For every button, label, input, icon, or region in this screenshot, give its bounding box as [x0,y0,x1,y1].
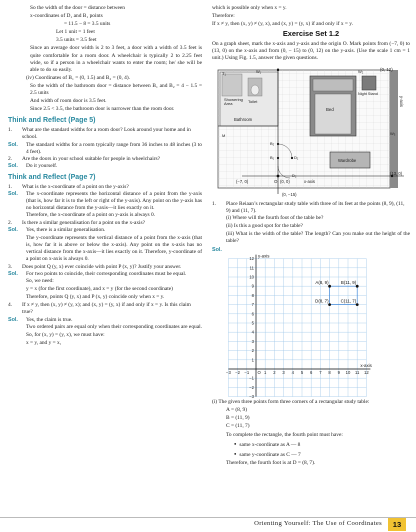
page-number: 13 [388,518,406,531]
y-tick-label: 11 [249,265,254,271]
x-tick-label: 8 [328,370,331,376]
x-tick-label: 9 [337,370,340,376]
label-showering: Showering Area [224,96,243,106]
question-number: 4. [8,302,13,309]
room-plan-figure [212,66,410,198]
exercise-heading: Exercise Set 1.2 [282,29,340,39]
text-line: So the width of the door = distance between [30,5,125,11]
graph-svg [226,247,410,400]
solution [8,227,202,234]
point-label: B(11, 9) [340,280,357,286]
label-y12: (0, 12) [380,66,393,72]
y-tick-label: 4 [251,329,254,335]
y-tick-label: 5 [251,320,254,326]
question [8,156,202,163]
text-line: which is possible only when x = y. [212,5,287,11]
solution [8,163,202,170]
y-tick-label: −3 [249,394,254,400]
plot-point [328,285,331,288]
y-tick-label: 7 [251,302,254,308]
solution-text: The y-coordinate represents the vertical distance of a point from the x-axis (that is, how far it is above or below the x-axis). Any point on the x-axis has no vertical distance from the x-axis—it lies exactly on it. Therefore, y-coordinate of a point on x-axis is always 0. [26,234,202,262]
x-tick-label: −2 [235,370,240,376]
label-y-axis: y-axis [399,95,405,107]
text-line: Therefore: [212,13,235,20]
sol-label: Sol. [8,190,18,197]
answer-point: C = (11, 7) [226,423,250,430]
text-line: = 11.5 − 8 = 3.5 units [64,21,111,28]
question-text: Are the doors in your school suitable for people in wheelchairs? [22,155,161,162]
solution-text: y = x (for the first coordinate), and x = y (for the second coordinate) [26,286,173,293]
coordinate-graph [212,247,410,400]
x-tick-label: −3 [226,370,231,376]
solution-text: Yes, the claim is true. [26,316,73,323]
question-number: 3. [8,263,13,270]
question-part: (ii) Is this a good spot for the table? [226,222,303,229]
question [8,302,202,316]
question-text: Place Reiaan’s rectangular study table with three of its feet at the points (8, 9), (11, 9) and (11, 7). [226,200,405,214]
text-paragraph: Since 2.5 < 3.5, the bathroom door is narrower than the room door. [30,106,175,113]
y-tick-label: 6 [251,311,254,317]
question-number: 1. [8,127,13,134]
solution-text: x = y, and y = x, [26,339,62,346]
x-tick-label: 6 [310,370,313,376]
x-tick-label: 1 [264,370,267,376]
question-text: Is there a similar generalisation for a point on the x-axis? [22,220,146,227]
solution-text: So, we need: [26,278,54,285]
label-b1: B₁ [270,154,275,160]
point-label: C(11, 7) [340,298,357,304]
y-tick-label: 2 [251,348,254,354]
solution-text: The x-coordinate represents the horizontal distance of a point from the y-axis (that is, how far it is to the left or right of the y-axis). Any point on the y-axis has no horizontal distance from the y-axis—it lies exactly on it. [26,190,202,212]
x-tick-label: −1 [244,370,250,376]
label-bathroom: Bathroom [234,116,253,122]
text-line: And width of room door is 3.5 feet. [30,98,107,105]
section-heading: Think and Reflect (Page 7) [8,173,96,181]
solution-text: Two ordered pairs are equal only when their corresponding coordinates are equal. [26,323,202,330]
label-x-axis: x-axis [304,178,315,184]
answer-point: A = (8, 9) [226,407,248,414]
right-column [212,5,410,468]
label-x0: (0, 0) [280,178,290,184]
solution-text: Do it yourself. [26,162,58,169]
sol-label: Sol. [8,141,18,148]
point-label: D(8, 7) [315,298,329,304]
label-nightstand: Night Stand [358,91,378,96]
x-axis-label: x-axis [360,363,372,369]
footer-title: Orienting Yourself: The Use of Coordinates [254,520,382,527]
shower-area [222,74,242,96]
solution-text: The standard widths for a room typically range from 36 inches to 48 inches (3 to 4 feet). [26,141,202,155]
x-tick-label: 3 [282,370,285,376]
label-toilet: Toilet [248,98,258,104]
question [212,201,410,215]
solution [8,271,202,278]
y-tick-label: 9 [251,283,254,289]
y-axis-label: y-axis [258,253,270,259]
x-tick-label: 7 [319,370,322,376]
question-number: 2. [8,155,13,162]
y-tick-label: 3 [251,339,254,345]
question [8,220,202,227]
left-column [8,5,202,348]
label-wardrobe: Wardrobe [338,157,357,163]
answer-text: To complete the rectangle, the fourth point must have: [226,431,343,438]
question [8,127,202,141]
text-paragraph: So the width of the bathroom door = distance between B₁ and B₂ = 4 − 1.5 = 2.5 units [30,82,202,97]
nightstand-shape [362,76,376,90]
y-tick-label: 1 [251,357,254,363]
label-w2: W₂ [358,68,364,74]
question [8,264,202,271]
question-text: What is the x-coordinate of a point on the y-axis? [22,183,129,190]
question-part: (i) Where will the fourth foot of the table be? [226,214,324,221]
x-tick-label: 11 [355,370,360,376]
solution [8,317,202,324]
x-tick-label: 10 [345,370,351,376]
solution [8,191,202,212]
question-text: If x ≠ y, then (x, y) ≠ (y, x); and (x, y) = (y, x) if and only if x = y. Is this claim true? [22,302,191,316]
page-footer [0,517,416,532]
plot-point [356,285,359,288]
text-paragraph: (iv) Coordinates of B₁ = (0, 1.5) and B₂ = (0, 4). [26,74,131,81]
text-line: Let 1 unit = 1 feet [56,29,95,36]
x-tick-label: 5 [300,370,304,376]
solution-text: So, for (x, y) = (y, x), we must have: [26,331,105,338]
x-tick-label: 2 [273,370,276,376]
solution-text: Yes, there is a similar generalisation. [26,227,106,234]
section-heading: Think and Reflect (Page 5) [8,117,96,125]
label-w3: W₃ [390,130,396,136]
question-number: 1. [8,183,13,190]
label-t1: T₁ [222,70,226,76]
y-tick-label: −1 [249,375,254,381]
sol-label: Sol. [8,271,18,277]
y-tick-label: 10 [249,274,254,280]
label-bed: Bed [326,106,334,112]
sol-label: Sol. [8,316,18,323]
label-m: M [222,132,226,138]
y-tick-label: −2 [249,385,254,391]
sol-label: Sol. [212,247,222,254]
question-number: 1. [212,200,217,207]
label-d1: D₁ [294,154,299,160]
label-origin: O [274,178,278,184]
question-number: 2. [8,220,13,227]
label-y15: (0, −15) [282,191,297,197]
question [8,184,202,191]
sol-label: Sol. [8,227,18,234]
question-part: (iii) What is the width of the table? The length? Can you make out the height of the table? [226,230,410,245]
solution-text: Therefore, the x-coordinate of a point on y-axis is always 0. [26,212,156,219]
solution [8,142,202,156]
bullet-item: ● same x-coordinate as A — 8 [212,440,410,449]
plot-point [356,303,359,306]
exercise-intro: On a graph sheet, mark the x-axis and y-axis and the origin O. Mark points from (−7, 0) to (13, 0) on the x-axis and from (0, − 15) to (0, 12) on the y-axis. (Use the scale 1 cm = 1 unit.) Using Fig. 1.5, answer the given questions. [212,41,410,62]
text-line: If x ≠ y, then (x, y) ≠ (y, x), and (x, y) = (y, x) if and only if x = y. [212,21,353,28]
y-tick-label: 8 [251,293,254,299]
label-xm7: (−7, 0) [236,178,249,184]
solution-text: For two points to coincide, their corresponding coordinates must be equal. [26,271,187,277]
question-text: Does point Q (y, x) ever coincide with point P (x, y)? Justify your answer. [22,263,182,270]
origin-label: O [257,370,261,376]
answer-point: B = (11, 9) [226,415,250,422]
answer-text: (i) The given three points form three corners of a rectangular study table: [212,399,370,406]
label-d2: D₂ [292,172,297,178]
y-tick-label: 12 [249,256,254,262]
question-text: What are the standard widths for a room door? Look around your home and in school. [22,127,191,141]
sol-label: Sol. [8,162,18,169]
plot-point [328,303,331,306]
bullet-item: ● same y-coordinate as C — 7 [212,450,410,459]
x-tick-label: 4 [291,370,294,376]
label-w1: W₁ [256,68,262,74]
label-x13: (13, 0) [390,170,403,176]
text-paragraph: Since an average door width is 2 to 3 feet, a door with a width of 3.5 feet is quite comfortable for a room door. A wheelchair is typically 2 to 2.25 feet wide, so if a person in a wheelchair wants to enter the room; he/ she will be able to do so easily. [30,45,202,73]
answer-text: Therefore, the fourth foot is at D = (8, 7). [226,459,316,466]
solution-text: Therefore, points Q (y, x) and P (x, y) coincide only when x = y. [26,294,165,301]
x-tick-label: 12 [364,370,369,376]
point-label: A(8, 9) [315,280,329,286]
text-line: x-coordinates of D₁ and B₁ points [30,13,103,20]
text-line: 3.5 units = 3.5 feet [56,37,97,44]
label-b2: B₂ [270,140,275,146]
